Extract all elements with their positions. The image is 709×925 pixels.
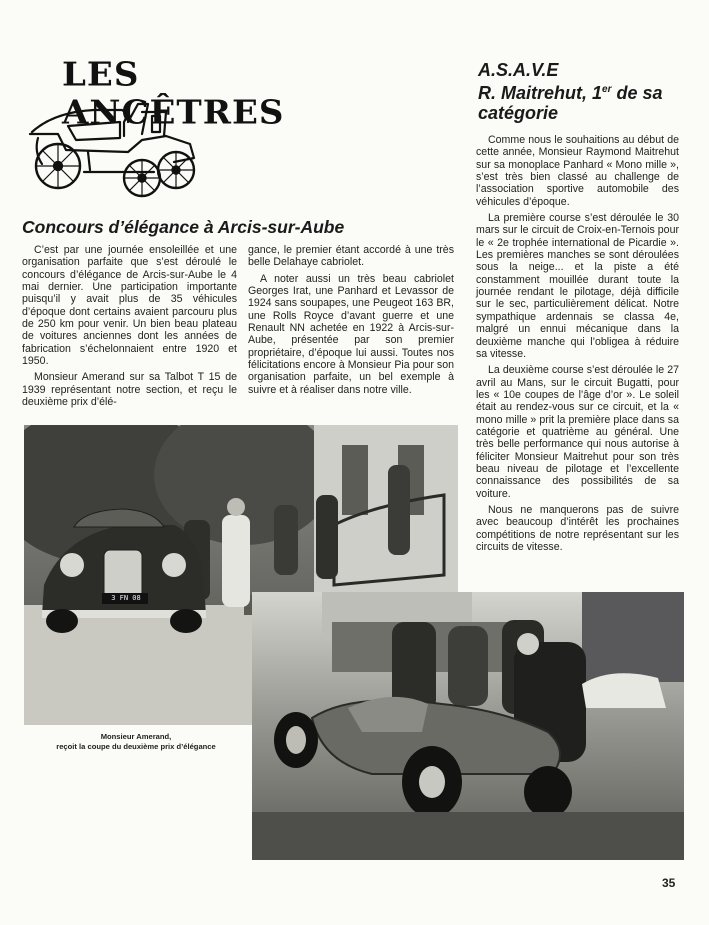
paragraph: Monsieur Amerand sur sa Talbot T 15 de 1939 représentant notre section, et reçu le deuxième prix d’élé-: [22, 371, 237, 409]
article-column-1: [22, 244, 237, 412]
photo-racing-car: [252, 592, 684, 860]
photo-mono-mille-race: [252, 592, 684, 860]
article-column-2: [248, 244, 454, 400]
asave-heading: [478, 60, 698, 123]
asave-title-superscript: er: [602, 84, 612, 95]
asave-title-line2: [478, 80, 698, 103]
asave-title-line2-end: de sa: [611, 83, 663, 103]
section-masthead: LES ANCÊTRES: [62, 56, 285, 132]
asave-title-line1: A.S.A.V.E: [478, 60, 559, 80]
asave-title-line3: catégorie: [478, 103, 559, 123]
vintage-car-illustration: [24, 92, 204, 204]
photo-caption: [24, 732, 248, 752]
paragraph: Nous ne manquerons pas de suivre avec beaucoup d’intérêt les prochaines compétitions de notre représentant sur les circuits de vitesse.: [476, 503, 679, 553]
asave-title-line2-text: R. Maitrehut, 1: [478, 83, 603, 103]
license-plate: 3 FN 08: [111, 594, 141, 602]
paragraph: La deuxième course s’est déroulée le 27 avril au Mans, sur le circuit Bugatti, pour les « 10e coupes de l’âge d’or ». Le soleil était au rendez-vous sur ce circuit, et la « mono mille » prit la première place dans sa catégorie et quatrième au général. Une très belle performance qui nous autorise à féliciter Monsieur Maitrehut pour son très beau niveau de pilotage et l’excellente connaissance des possibilités de sa voiture.: [476, 364, 679, 500]
page-number: 35: [662, 876, 676, 890]
caption-line-1: Monsieur Amerand,: [100, 732, 172, 741]
paragraph: gance, le premier étant accordé à une très belle Delahaye cabriolet.: [248, 244, 454, 269]
paragraph: C’est par une journée ensoleillée et une organisation parfaite que s’est déroulé le concours d’élégance de Arcis-sur-Aube le 4 mai dernier. Une participation importante puisqu’il y avait plus de 35 véhicules d’époque dont certains avaient parcouru plus de 250 km pour venir. Un bien beau plateau de voitures anciennes dont les années de fabrication s’échelonnaient entre 1920 et 1950.: [22, 244, 237, 368]
paragraph: Comme nous le souhaitions au début de cette année, Monsieur Raymond Maitrehut sur sa monoplace Panhard « Mono mille », s’est très bien classé au challenge de l’association sportive automobile des véhicules d’époque.: [476, 134, 679, 208]
asave-column: [476, 134, 679, 557]
paragraph: La première course s’est déroulée le 30 mars sur le circuit de Croix-en-Ternois pour le « 2e trophée international de Picardie ». Les premières manches se sont déroulées sous la neige... et la piste a été constamment mouillée durant toute la journée rendant le pilotage, déjà difficile sur le sec, particulièrement délicat. Notre sympathique ardennais se classa 4e, malgré un ennui mécanique dans la deuxième manche qui l’obligea à réduire sa vitesse.: [476, 212, 679, 360]
caption-line-2: reçoit la coupe du deuxième prix d’élégance: [56, 742, 216, 751]
paragraph: A noter aussi un très beau cabriolet Georges Irat, une Panhard et Levassor de 1924 sans soupapes, une Peugeot 163 BR, une Rolls Royce d’avant guerre et une Renault NN achetée en 1922 à Arcis-sur-Aube, présentée par son premier propriétaire, d’époque lui aussi. Toutes nos félicitations encore à Monsieur Pia pour son organisation parfaite, un bel exemple à suivre et à réaliser dans notre ville.: [248, 272, 454, 396]
article-title: Concours d’élégance à Arcis-sur-Aube: [22, 217, 345, 237]
